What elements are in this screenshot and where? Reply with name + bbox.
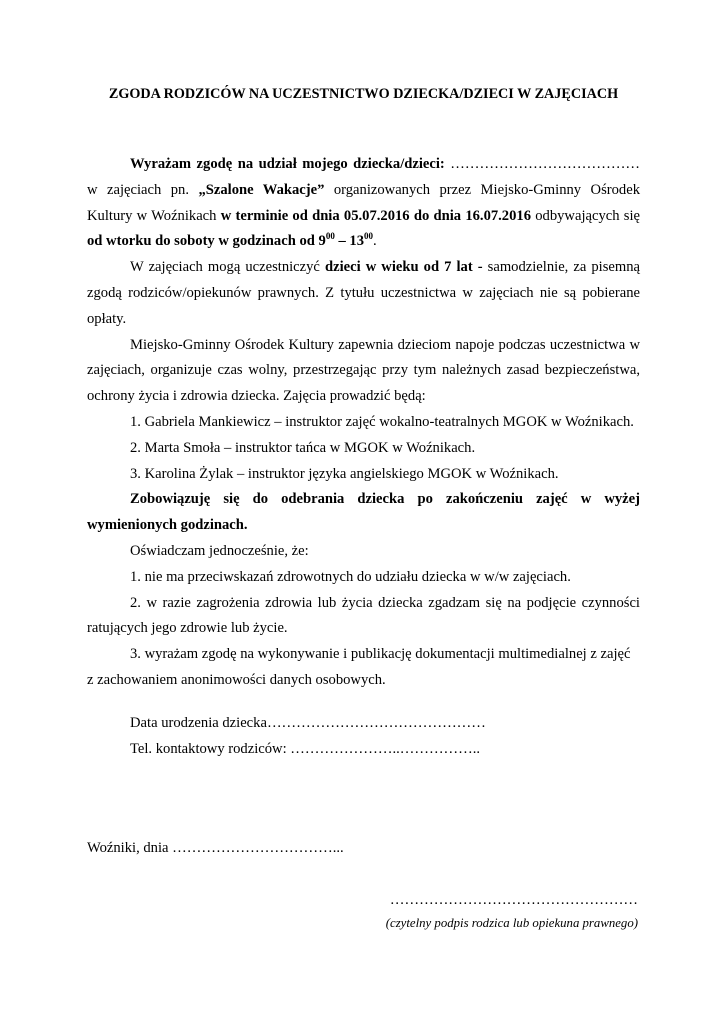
child-name-blank: ………………………………… (450, 156, 640, 172)
declaration-item: 3. wyrażam zgodę na wykonywanie i publikację dokumentacji multimedialnej z zajęć (130, 646, 631, 663)
program-name: „Szalone Wakacje” (198, 181, 325, 198)
declaration-intro: Oświadczam jednocześnie, że: (130, 542, 309, 559)
declaration-item: 1. nie ma przeciwskazań zdrowotnych do udziału dziecka w w/w zajęciach. (130, 568, 571, 585)
consent-paragraph: Wyrażam zgodę na udział mojego dziecka/dzieci: ………………………………… w zajęciach pn. „Szalone Wakacje” organizowanych przez Miejsko-Gminny Ośrodek Kultury w Woźnikach w terminie od dnia 05.07.2016 do dnia 16.07.2016 odbywających się od wtorku do soboty w godzinach od $9^{00} - 13^{00}$. (87, 156, 641, 250)
declaration-item: 2. w razie zagrożenia zdrowia lub życia dziecka zgadzam się na podjęcie czynności ratujących jego zdrowie lub życie. (87, 594, 640, 637)
signature-blank[interactable]: …………………………………………… (389, 892, 638, 908)
birth-date-blank[interactable]: ……………………………………… (266, 715, 486, 731)
age-requirement: dzieci w wieku od 7 lat - (324, 259, 488, 276)
program-term: w terminie od dnia 05.07.2016 do dnia 16.07.2016 (220, 207, 531, 224)
consent-lead: Wyrażam zgodę na udział mojego dziecka/dzieci: (130, 156, 445, 172)
phone-label: Tel. kontaktowy rodziców: (130, 741, 291, 757)
document-title: ZGODA RODZICÓW NA UCZESTNICTWO DZIECKA/DZIECI W ZAJĘCIACH (108, 86, 619, 102)
place-date-label: Woźniki, dnia (87, 840, 173, 856)
signature-caption: (czytelny podpis rodzica lub opiekuna prawnego) (385, 916, 638, 930)
provision-paragraph: Miejsko-Gminny Ośrodek Kultury zapewnia dzieciom napoje podczas uczestnictwa w zajęciach, organizuje czas wolny, przestrzegając przy tym należnych zasad bezpieczeństwa, ochrony życia i zdrowia dziecka. Zajęcia prowadzić będą: (87, 336, 640, 405)
form-fields (130, 710, 486, 762)
phone-field[interactable] (130, 736, 486, 762)
phone-blank[interactable]: …………………..…………….. (290, 741, 481, 757)
birth-date-field[interactable] (130, 710, 486, 736)
declaration-item-continuation: z zachowaniem anonimowości danych osobowych. (87, 671, 386, 688)
program-schedule: od wtorku do soboty w godzinach od $9^{00} - 13^{00}$ (87, 231, 374, 250)
document-body (87, 152, 640, 694)
birth-date-label: Data urodzenia dziecka (130, 715, 267, 731)
instructor-item: 1. Gabriela Mankiewicz – instruktor zajęć wokalno-teatralnych MGOK w Woźnikach. (130, 413, 634, 430)
eligibility-paragraph: W zajęciach mogą uczestniczyć dzieci w wieku od 7 lat - samodzielnie, za pisemną zgodą rodziców/opiekunów prawnych. Z tytułu uczestnictwa w zajęciach nie są pobierane opłaty. (87, 259, 641, 327)
instructor-item: 3. Karolina Żylak – instruktor języka angielskiego MGOK w Woźnikach. (130, 465, 559, 482)
pickup-commitment: Zobowiązuję się do odebrania dziecka po zakończeniu zajęć w wyżej wymienionych godzinach. (87, 491, 640, 534)
date-blank[interactable]: ……………………………... (172, 840, 344, 856)
instructor-item: 2. Marta Smoła – instruktor tańca w MGOK w Woźnikach. (130, 439, 476, 456)
place-date-field[interactable] (87, 840, 344, 857)
